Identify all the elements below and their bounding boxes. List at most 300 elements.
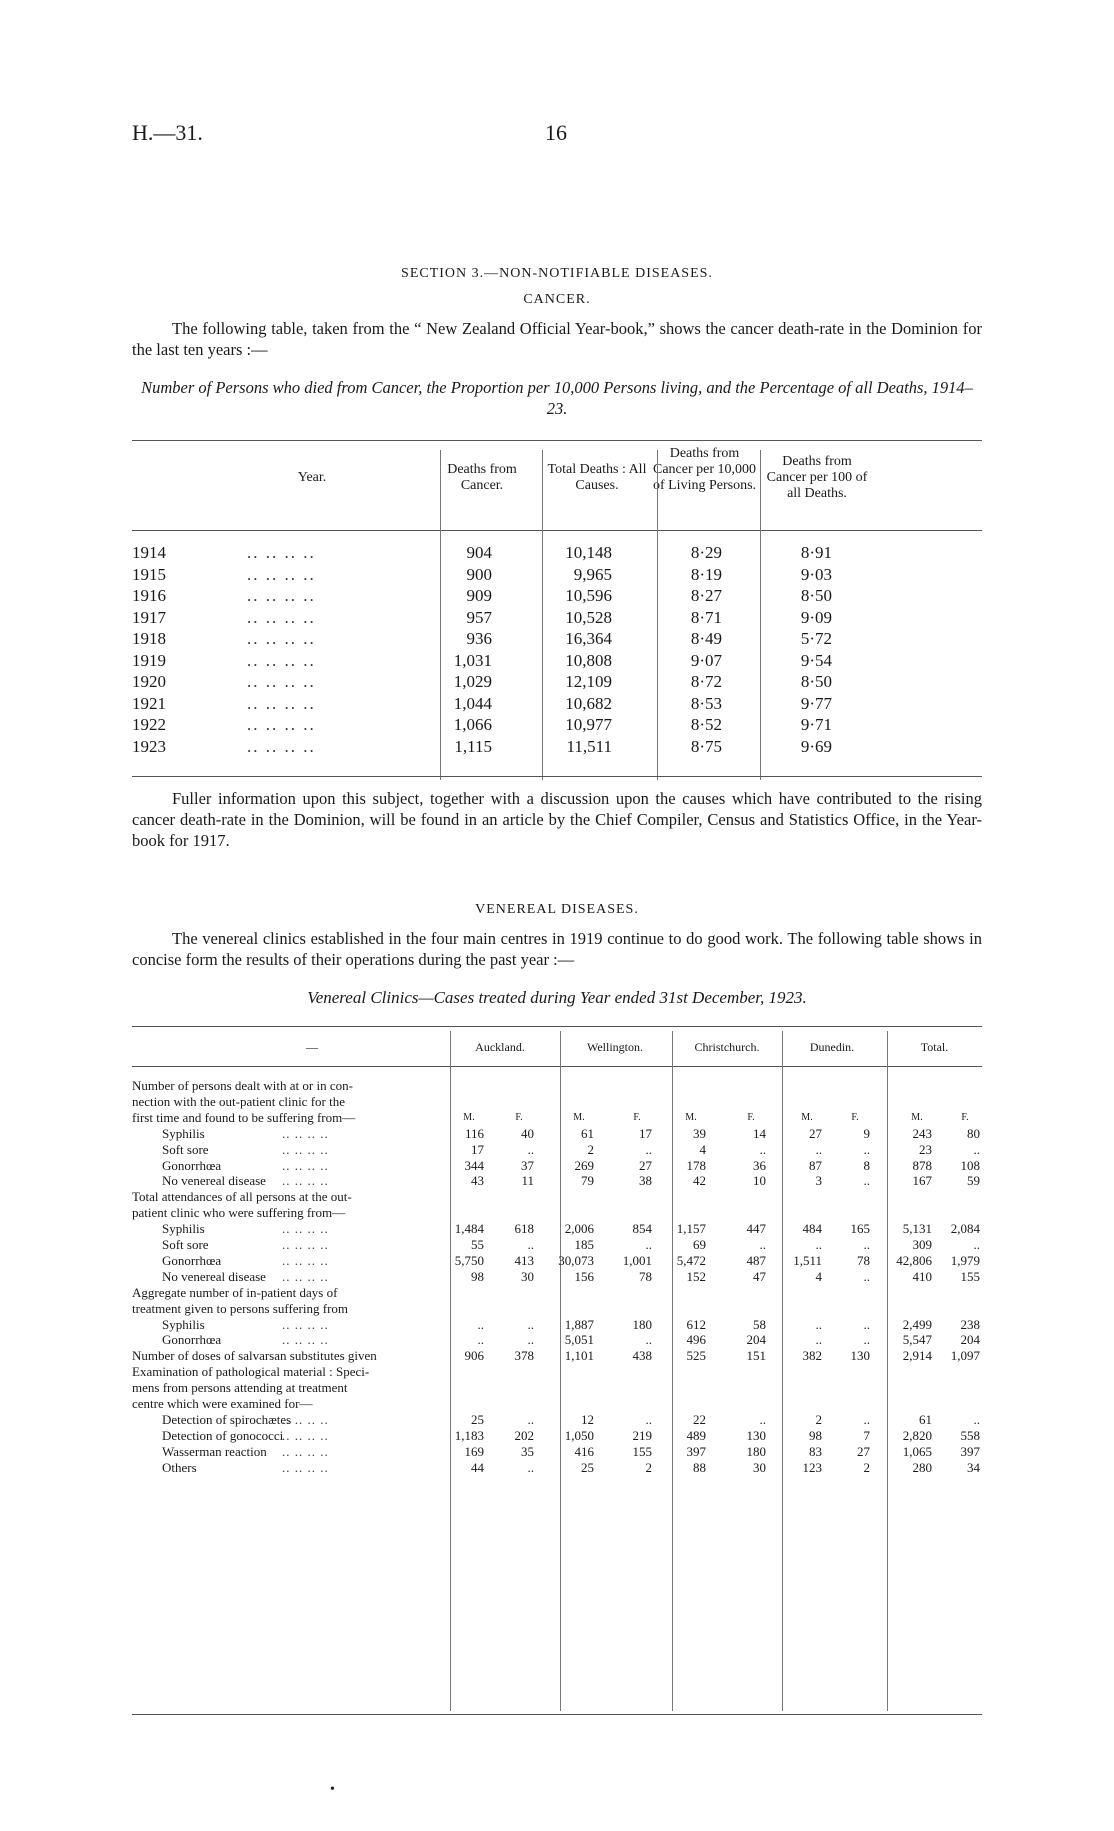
- venereal-cell: 397: [686, 1443, 706, 1459]
- cancer-cell: 900: [466, 564, 492, 584]
- venereal-row: [132, 1126, 982, 1142]
- venereal-cell: 178: [686, 1157, 706, 1173]
- venereal-row-label: Soft sore: [162, 1237, 209, 1252]
- cancer-year: 1914: [132, 543, 166, 562]
- head-christchurch: Christchurch.: [694, 1040, 760, 1054]
- cancer-cell: 10,977: [565, 715, 612, 734]
- venereal-row: [132, 1094, 982, 1110]
- venereal-row: [132, 1332, 982, 1348]
- venereal-cell: ..: [973, 1237, 980, 1252]
- venereal-cell: 1,101: [564, 1348, 594, 1364]
- venereal-cell: 47: [753, 1268, 766, 1284]
- venereal-cell: 204: [746, 1332, 766, 1348]
- venereal-cell: ..: [815, 1332, 822, 1348]
- cancer-year: 1917: [132, 607, 166, 627]
- venereal-cell: ..: [527, 1411, 534, 1427]
- venereal-cell: 496: [686, 1332, 706, 1348]
- venereal-cell: 152: [686, 1268, 706, 1284]
- cancer-heading: CANCER.: [523, 292, 591, 307]
- cancer-cell: 10,148: [565, 543, 612, 562]
- venereal-cell: ..: [973, 1141, 980, 1157]
- venereal-row: [132, 1285, 982, 1301]
- venereal-cell: ..: [863, 1173, 870, 1189]
- venereal-cell: 5,750: [454, 1252, 484, 1268]
- venereal-cell: 78: [639, 1268, 652, 1284]
- leader-dots: .. .. .. ..: [247, 543, 316, 562]
- venereal-cell: 410: [912, 1268, 932, 1284]
- venereal-cell: 27: [809, 1125, 822, 1141]
- venereal-cell: 1,484: [454, 1221, 484, 1237]
- cancer-cell: 12,109: [565, 672, 612, 691]
- venereal-cell: 59: [967, 1173, 980, 1189]
- venereal-row-label: Syphilis: [162, 1221, 205, 1237]
- cancer-cell: 9·69: [800, 736, 832, 756]
- venereal-cell: ..: [477, 1316, 484, 1332]
- venereal-cell: 309: [912, 1237, 932, 1252]
- venereal-row-label: centre which were examined for—: [132, 1396, 313, 1411]
- venereal-cell: 27: [639, 1157, 652, 1173]
- cancer-cell: 957: [466, 607, 492, 627]
- venereal-cell: 378: [514, 1348, 534, 1364]
- venereal-row-label: Wasserman reaction: [162, 1443, 267, 1459]
- venereal-cell: 1,050: [564, 1427, 594, 1443]
- venereal-cell: 854: [632, 1221, 652, 1237]
- cancer-year: 1923: [132, 736, 166, 756]
- venereal-row-label: Detection of spirochætes: [162, 1411, 292, 1427]
- cancer-cell: 9,965: [573, 564, 612, 584]
- head-total: Total.: [920, 1040, 949, 1054]
- venereal-row-label: Syphilis: [162, 1316, 205, 1332]
- venereal-cell: 219: [632, 1427, 652, 1443]
- venereal-cell: 438: [632, 1348, 652, 1364]
- venereal-cell: 116: [464, 1125, 484, 1141]
- venereal-cell: 35: [521, 1443, 534, 1459]
- venereal-cell: 12: [581, 1411, 594, 1427]
- venereal-row-label: mens from persons attending at treatment: [132, 1380, 348, 1396]
- leader-dots: .. .. .. ..: [282, 1141, 329, 1157]
- venereal-cell: 484: [802, 1221, 822, 1237]
- venereal-cell: 447: [746, 1221, 766, 1237]
- cancer-cell: 8·91: [800, 543, 832, 562]
- venereal-cell: ..: [863, 1237, 870, 1252]
- venereal-cell: 80: [967, 1125, 980, 1141]
- venereal-cell: 3: [815, 1173, 822, 1189]
- venereal-cell: 40: [521, 1125, 534, 1141]
- cancer-row: [132, 694, 982, 715]
- venereal-row-label: Gonorrhœa: [162, 1332, 222, 1348]
- venereal-row: [132, 1221, 982, 1237]
- venereal-row-label: Others: [162, 1459, 197, 1475]
- venereal-row: [132, 1412, 982, 1428]
- venereal-cell: 2,820: [902, 1427, 932, 1443]
- venereal-cell: 123: [802, 1459, 822, 1475]
- venereal-cell: 280: [912, 1459, 932, 1475]
- col-deaths-cancer: Deaths from Cancer.: [447, 462, 517, 493]
- cancer-cell: 8·50: [800, 586, 832, 605]
- venereal-cell: 5,547: [902, 1332, 932, 1348]
- cancer-cell: 9·03: [800, 564, 832, 584]
- cancer-cell: 10,596: [565, 586, 612, 605]
- venereal-row-label: Aggregate number of in-patient days of: [132, 1284, 338, 1300]
- venereal-row-label: Gonorrhœa: [162, 1157, 222, 1173]
- venereal-cell: 906: [464, 1348, 484, 1364]
- venereal-cell: 5,051: [564, 1332, 594, 1348]
- cancer-cell: 9·07: [690, 650, 722, 670]
- col-year: Year.: [297, 470, 327, 485]
- cancer-cell: 1,115: [454, 736, 492, 756]
- cancer-cell: 909: [466, 586, 492, 605]
- cancer-cell: 16,364: [565, 629, 612, 648]
- venereal-row: [132, 1189, 982, 1205]
- cancer-cell: 9·77: [800, 693, 832, 713]
- venereal-row: [132, 1428, 982, 1444]
- venereal-cell: 27: [857, 1443, 870, 1459]
- cancer-cell: 1,031: [453, 650, 492, 670]
- venereal-row: [132, 1078, 982, 1094]
- male-column-label: M.: [801, 1111, 813, 1123]
- cancer-year: 1922: [132, 715, 166, 734]
- venereal-cell: ..: [645, 1141, 652, 1157]
- venereal-row-label: No venereal disease: [162, 1173, 266, 1189]
- venereal-cell: ..: [645, 1332, 652, 1348]
- venereal-cell: 2,914: [902, 1348, 932, 1364]
- venereal-cell: 1,979: [950, 1252, 980, 1268]
- venereal-cell: ..: [527, 1237, 534, 1252]
- venereal-row-label: No venereal disease: [162, 1268, 266, 1284]
- corner-dash: —: [306, 1040, 318, 1054]
- col-per-100: Deaths from Cancer per 100 of all Deaths.: [766, 454, 868, 501]
- female-column-label: F.: [747, 1111, 755, 1123]
- cancer-intro: The following table, taken from the “ New Zealand Official Year-book,” shows the cancer death-rate in the Dominion for the last ten years :—: [132, 319, 982, 359]
- col-total-deaths: Total Deaths : All Causes.: [547, 462, 647, 493]
- venereal-cell: 130: [850, 1348, 870, 1364]
- venereal-cell: 487: [746, 1252, 766, 1268]
- venereal-cell: 382: [802, 1348, 822, 1364]
- venereal-row-label: Soft sore: [162, 1141, 209, 1157]
- leader-dots: .. .. .. ..: [282, 1459, 329, 1475]
- venereal-cell: ..: [863, 1268, 870, 1284]
- venereal-cell: 2,499: [902, 1316, 932, 1332]
- leader-dots: .. .. .. ..: [247, 672, 316, 691]
- male-column-label: M.: [573, 1111, 585, 1123]
- cancer-cell: 10,808: [565, 650, 612, 670]
- venereal-cell: 1,157: [676, 1221, 706, 1237]
- venereal-cell: 7: [863, 1427, 870, 1443]
- cancer-row: [132, 586, 982, 607]
- cancer-row: [132, 737, 982, 758]
- leader-dots: .. .. .. ..: [282, 1427, 329, 1443]
- venereal-cell: 558: [960, 1427, 980, 1443]
- venereal-cell: 180: [632, 1316, 652, 1332]
- venereal-cell: 30,073: [558, 1252, 594, 1268]
- venereal-cell: 2,084: [950, 1221, 980, 1237]
- cancer-row: [132, 672, 982, 693]
- leader-dots: .. .. .. ..: [282, 1252, 329, 1268]
- cancer-row: [132, 715, 982, 736]
- male-column-label: M.: [685, 1111, 697, 1123]
- cancer-table-caption: Number of Persons who died from Cancer, the Proportion per 10,000 Persons living, and the Percentage of all Deaths, 1914–23.: [141, 378, 973, 418]
- cancer-cell: 936: [466, 629, 492, 648]
- venereal-cell: ..: [863, 1332, 870, 1348]
- venereal-cell: 180: [746, 1443, 766, 1459]
- venereal-cell: ..: [759, 1141, 766, 1157]
- venereal-cell: ..: [863, 1316, 870, 1332]
- venereal-cell: ..: [759, 1411, 766, 1427]
- venereal-cell: ..: [527, 1459, 534, 1475]
- venereal-cell: 22: [693, 1411, 706, 1427]
- leader-dots: .. .. .. ..: [247, 629, 316, 648]
- venereal-cell: 30: [521, 1268, 534, 1284]
- venereal-row-label: nection with the out-patient clinic for the: [132, 1093, 345, 1109]
- venereal-cell: 1,097: [950, 1348, 980, 1364]
- male-column-label: M.: [463, 1111, 475, 1123]
- venereal-cell: 165: [850, 1221, 870, 1237]
- leader-dots: .. .. .. ..: [282, 1443, 329, 1459]
- female-column-label: F.: [851, 1111, 859, 1123]
- cancer-cell: 8·75: [690, 736, 722, 756]
- venereal-cell: 167: [912, 1173, 932, 1189]
- leader-dots: .. .. .. ..: [282, 1157, 329, 1173]
- venereal-row: [132, 1142, 982, 1158]
- cancer-year: 1921: [132, 693, 166, 713]
- venereal-cell: 42,806: [896, 1252, 932, 1268]
- venereal-cell: 8: [863, 1157, 870, 1173]
- venereal-cell: 1,887: [564, 1316, 594, 1332]
- cancer-row: [132, 565, 982, 586]
- venereal-table: [132, 1026, 982, 1726]
- cancer-cell: 11,511: [566, 736, 612, 756]
- venereal-cell: 151: [746, 1348, 766, 1364]
- venereal-cell: 10: [753, 1173, 766, 1189]
- page-reference: H.—31.: [132, 120, 203, 145]
- venereal-cell: 55: [471, 1237, 484, 1252]
- venereal-cell: ..: [527, 1332, 534, 1348]
- venereal-cell: 489: [686, 1427, 706, 1443]
- leader-dots: .. .. .. ..: [282, 1411, 329, 1427]
- cancer-row: [132, 543, 982, 564]
- venereal-row: [132, 1364, 982, 1380]
- venereal-cell: 34: [967, 1459, 980, 1475]
- venereal-cell: 130: [746, 1427, 766, 1443]
- venereal-cell: 612: [686, 1316, 706, 1332]
- page-number: 16: [545, 120, 567, 145]
- cancer-cell: 904: [466, 543, 492, 562]
- venereal-row: [132, 1460, 982, 1476]
- venereal-row-label: treatment given to persons suffering from: [132, 1300, 349, 1316]
- col-per-10000: Deaths from Cancer per 10,000 of Living Persons.: [652, 446, 757, 493]
- venereal-cell: 17: [639, 1125, 652, 1141]
- venereal-cell: ..: [645, 1237, 652, 1252]
- venereal-cell: 202: [514, 1427, 534, 1443]
- leader-dots: .. .. .. ..: [282, 1221, 329, 1237]
- venereal-cell: 36: [753, 1157, 766, 1173]
- venereal-row-label: Gonorrhœa: [162, 1252, 222, 1268]
- venereal-intro: The venereal clinics established in the four main centres in 1919 continue to do good work. The following table shows in concise form the results of their operations during the past year :—: [132, 929, 982, 969]
- venereal-cell: 61: [581, 1125, 594, 1141]
- venereal-cell: 2,006: [564, 1221, 594, 1237]
- cancer-cell: 8·72: [690, 672, 722, 691]
- cancer-cell: 8·53: [690, 693, 722, 713]
- leader-dots: .. .. .. ..: [247, 736, 316, 756]
- venereal-cell: 2: [863, 1459, 870, 1475]
- venereal-cell: ..: [527, 1316, 534, 1332]
- cancer-cell: 8·19: [690, 564, 722, 584]
- venereal-cell: 413: [514, 1252, 534, 1268]
- cancer-cell: 9·54: [800, 650, 832, 670]
- cancer-year: 1920: [132, 672, 166, 691]
- venereal-cell: 155: [960, 1268, 980, 1284]
- venereal-cell: 25: [471, 1411, 484, 1427]
- cancer-cell: 9·09: [800, 607, 832, 627]
- female-column-label: F.: [961, 1111, 969, 1123]
- venereal-cell: 1,065: [902, 1443, 932, 1459]
- venereal-cell: 344: [464, 1157, 484, 1173]
- venereal-cell: 14: [753, 1125, 766, 1141]
- venereal-cell: 397: [960, 1443, 980, 1459]
- cancer-cell: 1,029: [453, 672, 492, 691]
- cancer-cell: 5·72: [800, 629, 832, 648]
- venereal-row-label: Detection of gonococci: [162, 1427, 284, 1443]
- venereal-cell: 185: [574, 1237, 594, 1252]
- head-dunedin: Dunedin.: [809, 1040, 855, 1054]
- female-column-label: F.: [633, 1111, 641, 1123]
- venereal-cell: ..: [815, 1141, 822, 1157]
- venereal-cell: ..: [863, 1411, 870, 1427]
- venereal-row: [132, 1396, 982, 1412]
- venereal-row: [132, 1205, 982, 1221]
- venereal-cell: 2: [815, 1411, 822, 1427]
- venereal-row: [132, 1301, 982, 1317]
- venereal-cell: 155: [632, 1443, 652, 1459]
- venereal-cell: 98: [809, 1427, 822, 1443]
- venereal-cell: ..: [863, 1141, 870, 1157]
- venereal-cell: 238: [960, 1316, 980, 1332]
- leader-dots: .. .. .. ..: [282, 1173, 329, 1189]
- venereal-cell: 43: [471, 1173, 484, 1189]
- venereal-cell: 618: [514, 1221, 534, 1237]
- section-heading: SECTION 3.—NON-NOTIFIABLE DISEASES.: [401, 266, 713, 281]
- leader-dots: .. .. .. ..: [282, 1125, 329, 1141]
- venereal-cell: 17: [471, 1141, 484, 1157]
- venereal-cell: ..: [815, 1237, 822, 1252]
- cancer-cell: 8·50: [800, 672, 832, 691]
- venereal-row: [132, 1173, 982, 1189]
- venereal-cell: 44: [471, 1459, 484, 1475]
- cancer-cell: 9·71: [800, 715, 832, 734]
- venereal-cell: ..: [815, 1316, 822, 1332]
- venereal-row: [132, 1110, 982, 1126]
- cancer-cell: 8·52: [690, 715, 722, 734]
- venereal-row: [132, 1317, 982, 1333]
- head-auckland: Auckland.: [475, 1040, 525, 1054]
- venereal-cell: 169: [464, 1443, 484, 1459]
- venereal-cell: 525: [686, 1348, 706, 1364]
- venereal-cell: 204: [960, 1332, 980, 1348]
- venereal-cell: 69: [693, 1237, 706, 1252]
- leader-dots: .. .. .. ..: [282, 1268, 329, 1284]
- venereal-cell: 42: [693, 1173, 706, 1189]
- venereal-row-label: Number of doses of salvarsan substitutes given: [132, 1348, 377, 1364]
- leader-dots: .. .. .. ..: [247, 607, 316, 627]
- venereal-row: [132, 1269, 982, 1285]
- leader-dots: .. .. .. ..: [247, 564, 316, 584]
- head-wellington: Wellington.: [586, 1040, 644, 1054]
- venereal-row-label: first time and found to be suffering from—: [132, 1109, 356, 1125]
- venereal-row-label: Syphilis: [162, 1125, 205, 1141]
- female-column-label: F.: [515, 1111, 523, 1123]
- cancer-row: [132, 629, 982, 650]
- cancer-cell: 1,066: [453, 715, 492, 734]
- venereal-row: [132, 1253, 982, 1269]
- venereal-cell: ..: [645, 1411, 652, 1427]
- cancer-year: 1918: [132, 629, 166, 648]
- venereal-cell: 2: [587, 1141, 594, 1157]
- venereal-cell: 61: [919, 1411, 932, 1427]
- venereal-cell: 37: [521, 1157, 534, 1173]
- venereal-cell: 2: [645, 1459, 652, 1475]
- cancer-cell: 8·71: [690, 607, 722, 627]
- cancer-cell: 8·49: [690, 629, 722, 648]
- leader-dots: .. .. .. ..: [282, 1237, 329, 1252]
- venereal-cell: 58: [753, 1316, 766, 1332]
- venereal-cell: 39: [693, 1125, 706, 1141]
- venereal-cell: 88: [693, 1459, 706, 1475]
- venereal-cell: 9: [863, 1125, 870, 1141]
- venereal-cell: 98: [471, 1268, 484, 1284]
- venereal-cell: 23: [919, 1141, 932, 1157]
- venereal-cell: 78: [857, 1252, 870, 1268]
- leader-dots: .. .. .. ..: [282, 1332, 329, 1348]
- venereal-cell: 108: [960, 1157, 980, 1173]
- venereal-cell: 1,183: [454, 1427, 484, 1443]
- venereal-row: [132, 1380, 982, 1396]
- venereal-cell: 79: [581, 1173, 594, 1189]
- leader-dots: .. .. .. ..: [247, 693, 316, 713]
- leader-dots: .. .. .. ..: [247, 586, 316, 605]
- venereal-cell: 83: [809, 1443, 822, 1459]
- venereal-row-label: Examination of pathological material : Speci-: [132, 1364, 370, 1380]
- venereal-row: [132, 1237, 982, 1253]
- venereal-cell: 416: [574, 1443, 594, 1459]
- venereal-cell: 4: [699, 1141, 706, 1157]
- venereal-cell: 1,511: [793, 1252, 822, 1268]
- venereal-row: [132, 1348, 982, 1364]
- leader-dots: .. .. .. ..: [247, 715, 316, 734]
- cancer-year: 1916: [132, 586, 166, 605]
- venereal-row: [132, 1444, 982, 1460]
- cancer-cell: 1,044: [453, 693, 492, 713]
- venereal-cell: 25: [581, 1459, 594, 1475]
- venereal-cell: 878: [912, 1157, 932, 1173]
- venereal-row-label: Total attendances of all persons at the out-: [132, 1189, 352, 1205]
- venereal-row-label: Number of persons dealt with at or in con-: [132, 1078, 353, 1093]
- cancer-year: 1919: [132, 650, 166, 670]
- leader-dots: .. .. .. ..: [247, 650, 316, 670]
- cancer-cell: 8·29: [690, 543, 722, 562]
- venereal-row: [132, 1158, 982, 1174]
- cancer-cell: 10,528: [565, 607, 612, 627]
- cancer-note: Fuller information upon this subject, together with a discussion upon the causes which have contributed to the rising cancer death-rate in the Dominion, will be found in an article by the Chief Compiler, Census and Statistics Office, in the Year-book for 1917.: [132, 789, 982, 850]
- venereal-cell: 243: [912, 1125, 932, 1141]
- male-column-label: M.: [911, 1111, 923, 1123]
- venereal-cell: 5,131: [902, 1221, 932, 1237]
- venereal-cell: 38: [639, 1173, 652, 1189]
- venereal-row-label: patient clinic who were suffering from—: [132, 1205, 346, 1221]
- venereal-cell: ..: [759, 1237, 766, 1252]
- cancer-row: [132, 608, 982, 629]
- venereal-cell: ..: [973, 1411, 980, 1427]
- venereal-cell: 156: [574, 1268, 594, 1284]
